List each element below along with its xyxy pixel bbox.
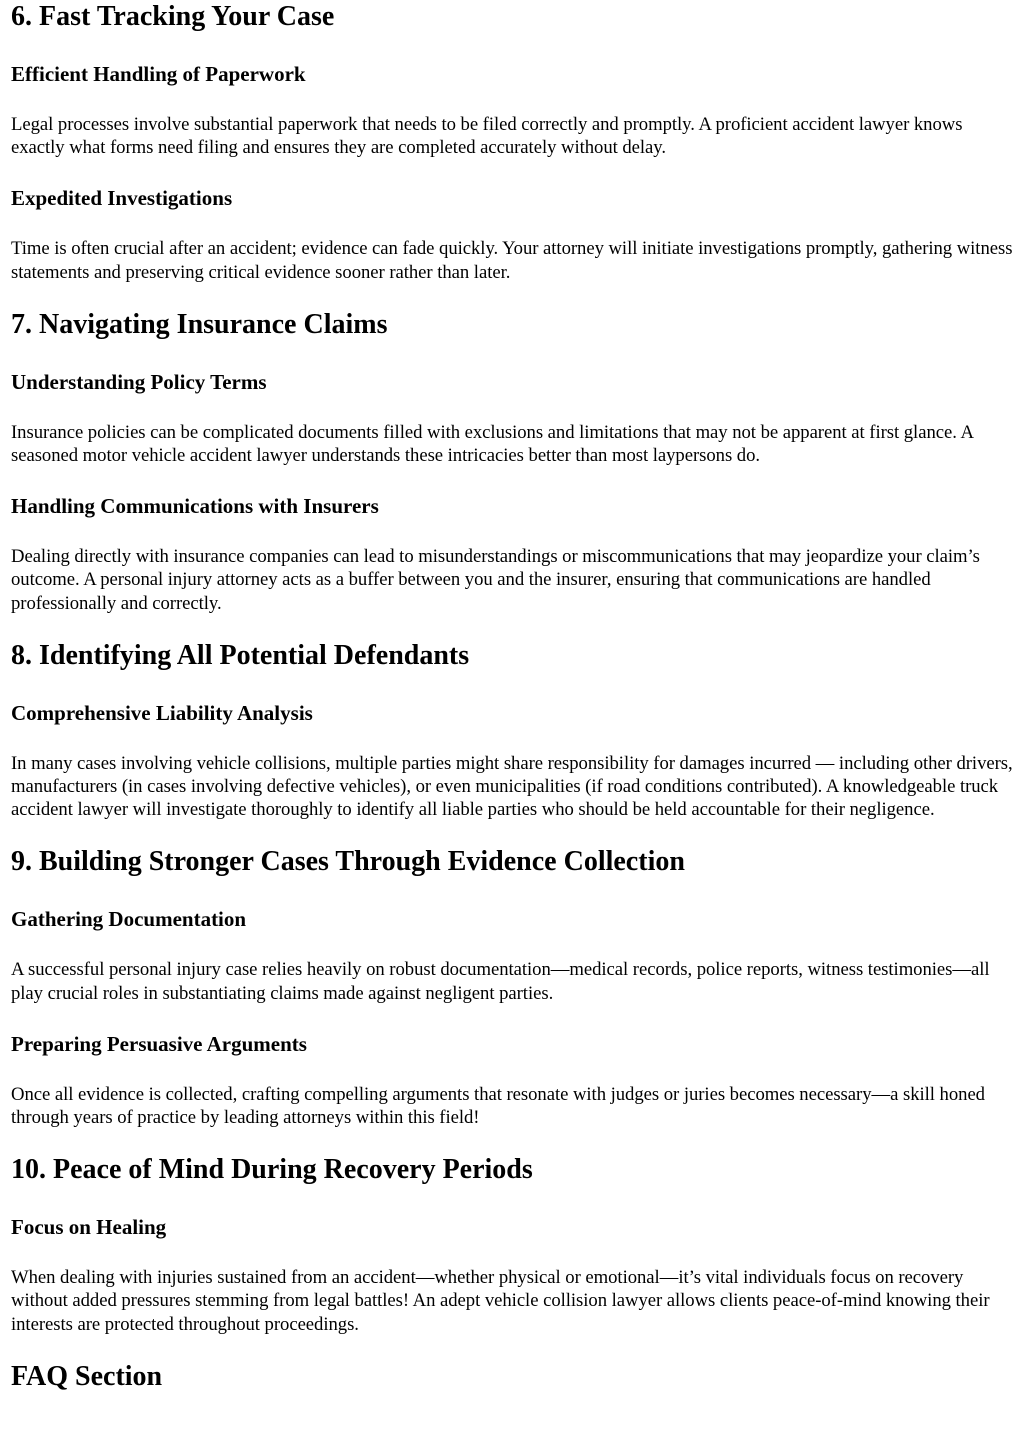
paragraph: Time is often crucial after an accident; evidence can fade quickly. Your attorney will initiate investigations promptly, gathering witness statements and preserving critical evidence sooner rather than later. (11, 238, 1013, 283)
section-heading: 7. Navigating Insurance Claims (11, 308, 388, 340)
section-evidence-collection (11, 845, 1014, 1129)
section-faq (11, 1360, 1014, 1394)
subsection-heading: Comprehensive Liability Analysis (11, 700, 313, 725)
faq-heading: FAQ Section (11, 1360, 163, 1392)
section-heading: 6. Fast Tracking Your Case (11, 1, 335, 32)
paragraph: A successful personal injury case relies heavily on robust documentation—medical records, police reports, witness testimonies—all play crucial roles in substantiating claims made against negligent parties. (11, 959, 990, 1004)
section-heading: 9. Building Stronger Cases Through Evidence Collection (11, 846, 685, 878)
section-heading: 8. Identifying All Potential Defendants (11, 639, 470, 671)
section-insurance-claims (11, 308, 1014, 615)
subsection-heading: Understanding Policy Terms (11, 369, 267, 394)
paragraph: In many cases involving vehicle collisions, multiple parties might share responsibility for damages incurred — including other drivers, manufacturers (in cases involving defective vehicles), or even municipalities (if road conditions contributed). A knowledgeable truck accident lawyer will investigate thoroughly to identify all liable parties who should be held accountable for their negligence. (11, 752, 1013, 821)
section-defendants (11, 639, 1014, 822)
paragraph: Insurance policies can be complicated documents filled with exclusions and limitations that may not be apparent at first glance. A seasoned motor vehicle accident lawyer understands these intricacies better than most laypersons do. (11, 421, 973, 467)
subsection-heading: Expedited Investigations (11, 186, 233, 211)
paragraph: Dealing directly with insurance companies can lead to misunderstandings or miscommunications that may jeopardize your claim’s outcome. A personal injury attorney acts as a buffer between you and the insurer, ensuring that communications are handled professionally and correctly. (11, 546, 980, 614)
subsection-heading: Gathering Documentation (11, 907, 247, 932)
section-fast-tracking (11, 0, 1014, 284)
subsection-heading: Preparing Persuasive Arguments (11, 1031, 307, 1056)
section-heading: 10. Peace of Mind During Recovery Periods (11, 1154, 533, 1186)
subsection-heading: Efficient Handling of Paperwork (11, 62, 306, 86)
paragraph: When dealing with injuries sustained from an accident—whether physical or emotional—it’s vital individuals focus on recovery without added pressures stemming from legal battles! An adept vehicle collision lawyer allows clients peace-of-mind knowing their interests are protected throughout proceedings. (11, 1267, 990, 1335)
paragraph: Legal processes involve substantial paperwork that needs to be filed correctly and promptly. A proficient accident lawyer knows exactly what forms need filing and ensures they are completed accurately without delay. (11, 114, 963, 159)
section-peace-of-mind (11, 1153, 1014, 1336)
paragraph: Once all evidence is collected, crafting compelling arguments that resonate with judges or juries becomes necessary—a skill honed through years of practice by leading attorneys within this field! (11, 1083, 985, 1129)
subsection-heading: Focus on Healing (11, 1215, 167, 1240)
subsection-heading: Handling Communications with Insurers (11, 494, 379, 519)
